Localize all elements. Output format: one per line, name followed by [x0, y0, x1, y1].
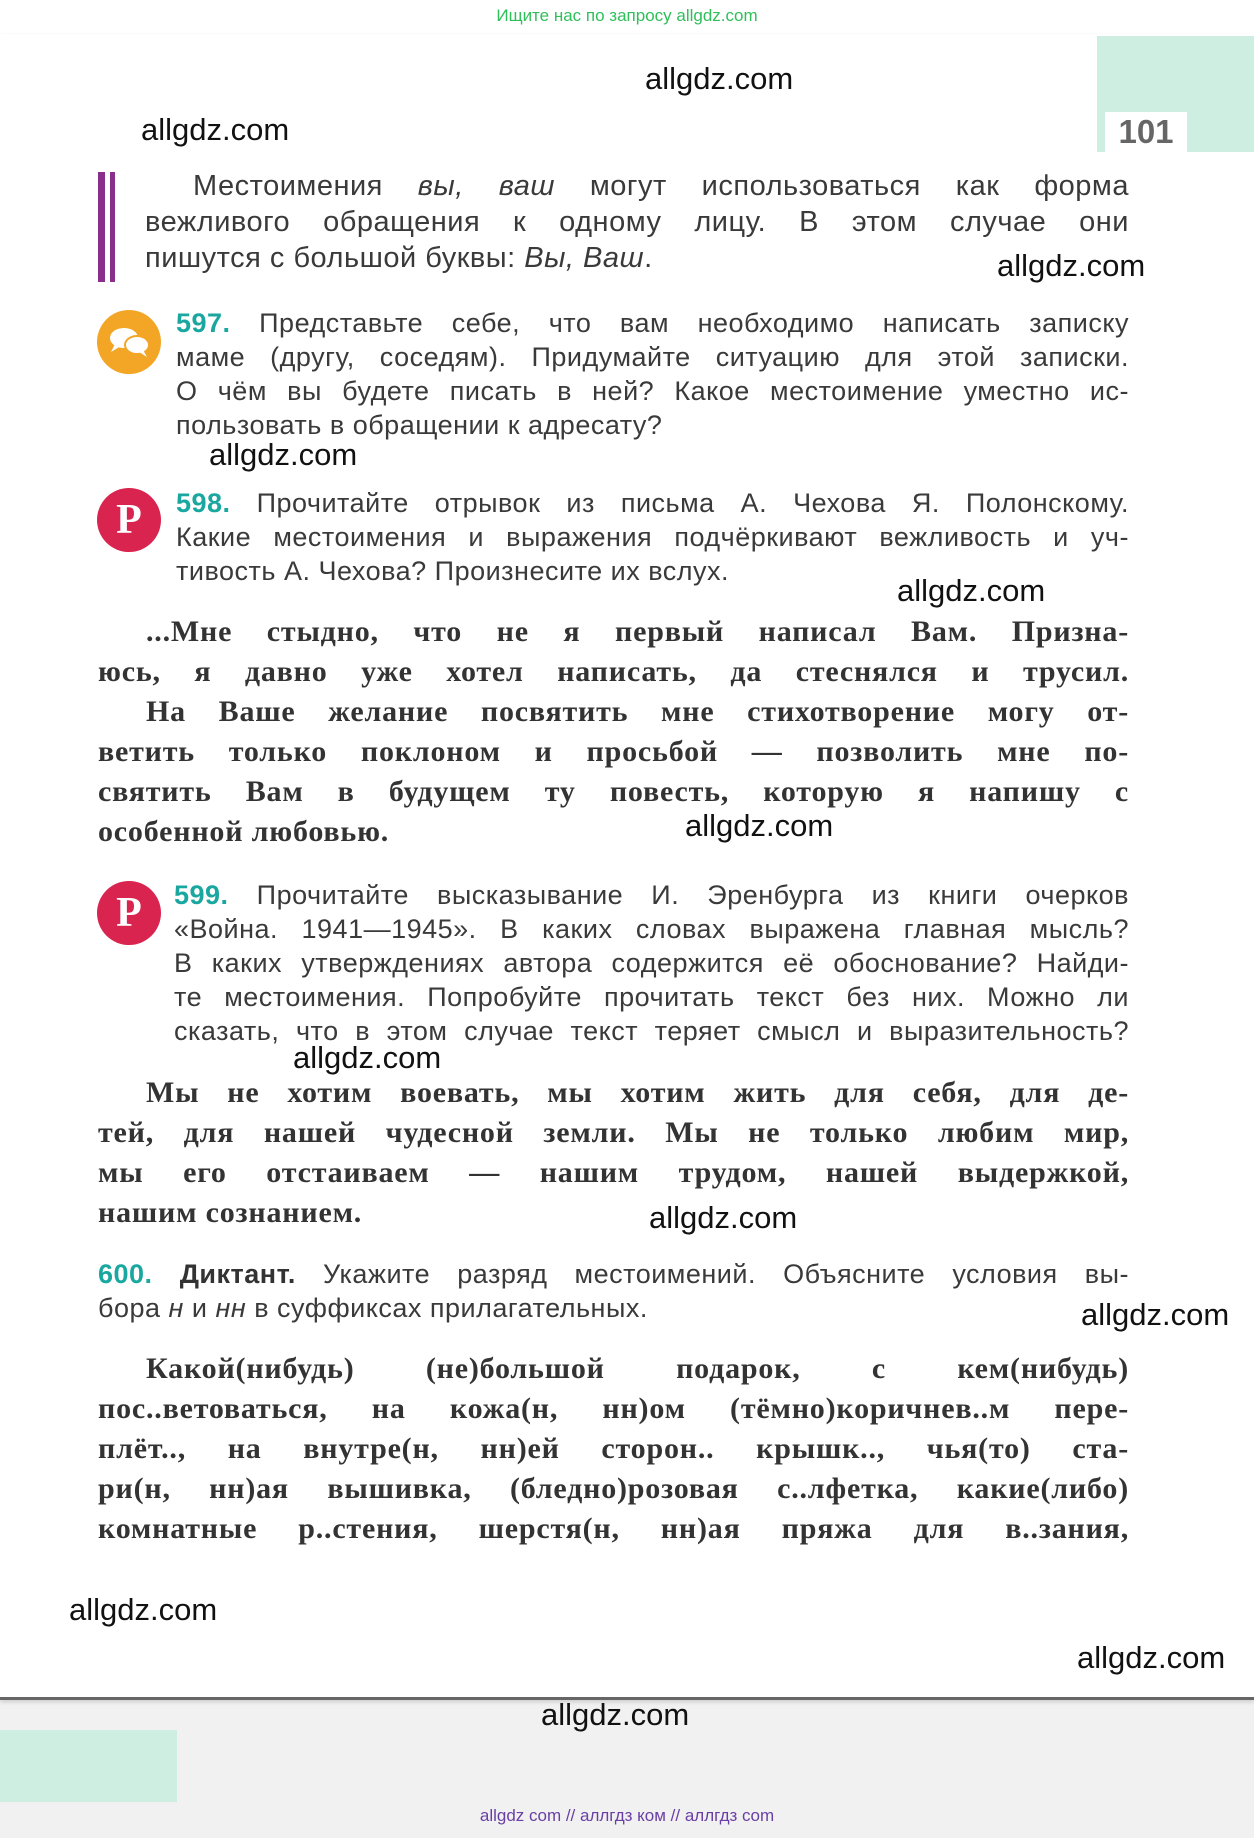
ex598-line-3: тивость А. Чехова? Произнесите их вслух.	[176, 556, 730, 586]
ex598-number: 598.	[176, 488, 231, 518]
ex598-line-2: Какие местоимения и выражения подчёркивают вежливость и уч-	[176, 522, 1129, 552]
ex600-title: Диктант.	[179, 1259, 296, 1289]
ehrenburg-quote	[98, 1073, 1129, 1233]
quote599-line-3: мы его отстаиваем — нашим трудом, нашей выдержкой,	[98, 1156, 1129, 1189]
reading-p-icon: Р	[97, 881, 161, 945]
reading-p-icon: Р	[97, 488, 161, 552]
exercise-600	[98, 1257, 1129, 1325]
watermark: allgdz.com	[541, 1697, 690, 1732]
watermark: allgdz.com	[1081, 1297, 1230, 1332]
ex597-line-1: 597. Представьте себе, что вам необходимо написать записку	[176, 308, 1129, 338]
ex599-number: 599.	[174, 880, 229, 910]
watermark: allgdz.com	[685, 808, 834, 843]
top-bar	[0, 0, 1254, 34]
dictation-line-4: ри(н, нн)ая вышивка, (бледно)розовая с..лфетка, какие(либо)	[98, 1472, 1129, 1505]
ex599-line-1: 599. Прочитайте высказывание И. Эренбурга из книги очерков	[174, 880, 1129, 910]
watermark: allgdz.com	[209, 437, 358, 472]
page-number: 101	[1105, 112, 1187, 152]
ex599-line-4: те местоимения. Попробуйте прочитать текст без них. Можно ли	[174, 982, 1129, 1012]
rule-text	[145, 168, 1129, 276]
watermark: allgdz.com	[1077, 1640, 1226, 1675]
quote599-line-1: Мы не хотим воевать, мы хотим жить для себя, для де-	[146, 1076, 1129, 1109]
dictation-line-3: плёт.., на внутре(н, нн)ей сторон.. крышк.., чья(то) ста-	[98, 1432, 1129, 1465]
rule-line-1: Местоимения вы, ваш могут использоваться как форма	[193, 170, 1130, 202]
dictation-line-1: Какой(нибудь) (не)большой подарок, с кем(нибудь)	[146, 1352, 1129, 1385]
ex597-number: 597.	[176, 308, 231, 338]
ex597-line-2: маме (другу, соседям). Придумайте ситуацию для этой записки.	[176, 342, 1129, 372]
chekhov-letter-excerpt	[98, 612, 1129, 852]
quote598-line-4: ветить только поклоном и просьбой — позволить мне по-	[98, 735, 1129, 768]
ex597-line-4: пользовать в обращении к адресату?	[176, 410, 663, 440]
quote598-line-6: особенной любовью.	[98, 815, 390, 848]
watermark: allgdz.com	[141, 112, 290, 147]
watermark: allgdz.com	[293, 1040, 442, 1075]
quote598-line-2: юсь, я давно уже хотел написать, да стеснялся и трусил.	[98, 655, 1129, 688]
watermark: allgdz.com	[69, 1592, 218, 1627]
ex599-line-5: сказать, что в этом случае текст теряет смысл и выразительность?	[174, 1016, 1129, 1046]
search-notice: Ищите нас по запросу allgdz.com	[496, 6, 758, 25]
dictation-line-5: комнатные р..стения, шерстя(н, нн)ая пряжа для в..зания,	[98, 1512, 1129, 1545]
footer-links: allgdz com // аллгдз ком // аллгдз com	[479, 1806, 775, 1825]
speech-bubbles-icon	[97, 310, 161, 374]
quote598-line-3: На Ваше желание посвятить мне стихотворение могу от-	[146, 695, 1129, 728]
rule-line-2: вежливого обращения к одному лицу. В этом случае они	[145, 206, 1129, 238]
ex597-line-3: О чём вы будете писать в ней? Какое местоимение уместно ис-	[176, 376, 1129, 406]
quote599-line-4: нашим сознанием.	[98, 1196, 363, 1229]
watermark: allgdz.com	[645, 61, 794, 96]
ex598-line-1: 598. Прочитайте отрывок из письма А. Чехова Я. Полонскому.	[176, 488, 1129, 518]
dictation-line-2: пос..ветоваться, на кожа(н, нн)ом (тёмно)коричнев..м пере-	[98, 1392, 1129, 1425]
ex599-line-3: В каких утверждениях автора содержится её обоснование? Найди-	[174, 948, 1129, 978]
ex600-number: 600.	[98, 1259, 153, 1289]
watermark: allgdz.com	[997, 248, 1146, 283]
ex600-line-1: 600. Диктант. Укажите разряд местоимений. Объясните условия вы-	[98, 1259, 1129, 1289]
ex599-line-2: «Война. 1941—1945». В каких словах выражена главная мысль?	[174, 914, 1129, 944]
ex600-line-2: бора н и нн в суффиксах прилагательных.	[98, 1293, 648, 1323]
watermark: allgdz.com	[897, 573, 1046, 608]
exercise-597	[176, 306, 1129, 442]
quote598-line-1: ...Мне стыдно, что не я первый написал Вам. Призна-	[146, 615, 1129, 648]
watermark: allgdz.com	[649, 1200, 798, 1235]
dictation-text	[98, 1349, 1129, 1549]
quote599-line-2: тей, для нашей чудесной земли. Мы не только любим мир,	[98, 1116, 1129, 1149]
quote598-line-5: святить Вам в будущем ту повесть, которую я напишу с	[98, 775, 1129, 808]
rule-line-3: пишутся с большой буквы: Вы, Ваш.	[145, 242, 653, 274]
rule-marker-icon	[98, 172, 118, 282]
next-page-corner-decoration	[0, 1730, 177, 1802]
exercise-599	[174, 878, 1129, 1048]
